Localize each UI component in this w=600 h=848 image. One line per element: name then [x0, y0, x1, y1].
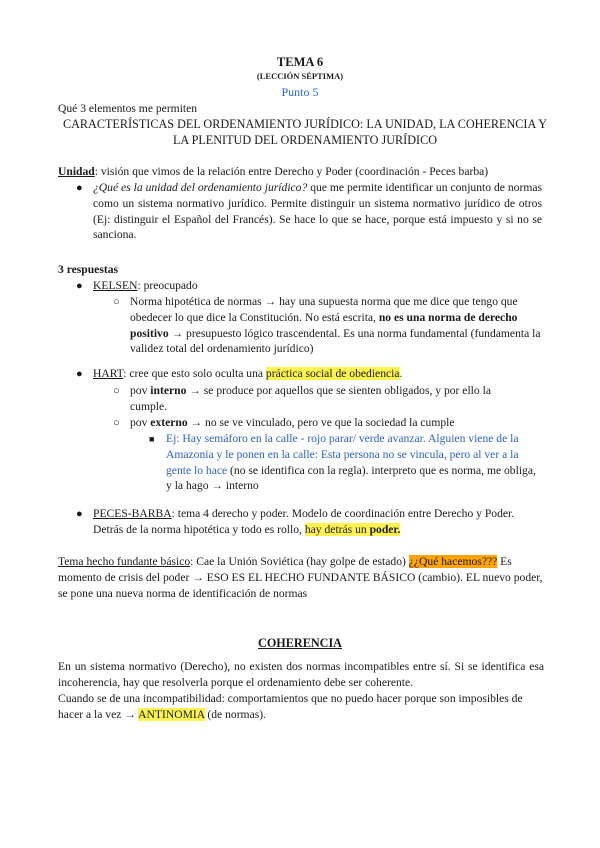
interno-text: → se produce por aquellos que se sienten obligados, y por ello la cumple. — [130, 384, 491, 413]
externo-text: → no se ve vinculado, pero ve que la sociedad la cumple — [187, 416, 455, 429]
example-blue-text: Hay semáforo en la calle - rojo parar/ verde avanzar. Alguien viene de la Amazonia y le ponen en la calle: Esta persona no se vincula, pero al ver a la gente lo hace — [166, 432, 519, 477]
hart-item — [93, 366, 553, 382]
hart-text: : cree que esto solo oculta una — [123, 367, 266, 380]
coherencia-heading: COHERENCIA — [258, 636, 342, 650]
hecho-label: Tema hecho fundante básico — [58, 555, 191, 568]
kelsen-item — [93, 278, 543, 294]
hart-highlight: práctica social de obediencia — [265, 367, 400, 380]
hart-externo — [130, 415, 550, 431]
hart-example — [166, 431, 544, 494]
unidad-paragraph — [58, 164, 558, 180]
unidad-question: ¿Qué es la unidad del ordenamiento jurídico? — [93, 181, 308, 194]
bullet-hollow-icon: ○ — [113, 385, 120, 397]
hart-interno — [130, 383, 520, 415]
kelsen-text: : preocupado — [137, 279, 198, 292]
hecho-text-1: : Cae la Unión Soviética (hay golpe de estado) — [190, 555, 409, 568]
hecho-text-2: Es momento de crisis del poder → ESO ES EL HECHO FUNDANTE BÁSICO (cambio). EL nuevo poder, se pone una nueva norma de identificación de normas — [58, 555, 543, 600]
kelsen-sub-bold: no es una norma de derecho positivo — [130, 310, 518, 340]
example-black-text: (no se identifica con la regla). interpreto que es norma, me obliga, y la hago → interno — [166, 463, 536, 493]
hecho-paragraph — [58, 554, 545, 601]
antinomia-highlight: ANTINOMIA — [138, 707, 205, 721]
bullet-square-icon: ■ — [149, 434, 155, 444]
bullet-hollow-icon: ○ — [113, 296, 120, 308]
bullet-hollow-icon: ○ — [113, 417, 120, 429]
bullet-filled-icon: ● — [76, 368, 83, 380]
hecho-highlight: ¿¿Qué hacemos??? — [408, 555, 498, 568]
characteristics-line-2: LA PLENITUD DEL ORDENAMIENTO JURÍDICO — [172, 133, 438, 147]
page-subtitle: (LECCIÓN SÉPTIMA) — [256, 71, 344, 81]
kelsen-subitem — [130, 294, 545, 357]
peces-name: PECES-BARBA — [93, 507, 172, 520]
peces-text: : tema 4 derecho y poder. Modelo de coordinación entre Derecho y Poder. Detrás de la norma hipotética y todo es rollo, — [93, 507, 515, 536]
punto-label: Punto 5 — [281, 85, 319, 99]
bullet-filled-icon: ● — [76, 508, 83, 520]
kelsen-name: KELSEN — [93, 279, 138, 292]
coherencia-para2-a: Cuando se de una incompatibilidad: comportamientos que no puedo hacer porque son imposibles de hacer a la vez → — [58, 692, 523, 721]
kelsen-sub-b: → presupuesto lógico trascendental. Es una norma fundamental (fundamenta la validez total del ordenamiento jurídico) — [130, 326, 541, 356]
hart-name: HART — [93, 367, 124, 380]
page-title: TEMA 6 — [276, 55, 324, 69]
unidad-bullet-text: que me permite identificar un conjunto de normas como un sistema normativo jurídico. Permite distinguir un sistema normativo jurídico de otros (Ej: distinguir el Español del Francés). Se hace lo que se hace, porque está impuesto y si no se sanciona. — [93, 181, 542, 242]
interno-pre: pov — [130, 384, 151, 397]
coherencia-paragraph-2 — [58, 691, 545, 723]
bullet-filled-icon: ● — [76, 182, 83, 194]
unidad-text: : visión que vimos de la relación entre Derecho y Poder (coordinación - Peces barba) — [94, 165, 489, 178]
peces-highlight-pre: hay detrás un — [304, 522, 370, 536]
unidad-bullet — [93, 180, 542, 243]
kelsen-sub-a: Norma hipotética de normas → hay una supuesta norma que me dice que tengo que obedecer lo que dice la Constitución. No está escrita, — [130, 295, 518, 324]
characteristics-line-1: CARACTERÍSTICAS DEL ORDENAMIENTO JURÍDICO: LA UNIDAD, LA COHERENCIA Y — [63, 117, 547, 131]
externo-pre: pov — [130, 416, 151, 429]
peces-highlight — [305, 523, 401, 536]
respuestas-heading: 3 respuestas — [58, 263, 119, 276]
unidad-label: Unidad — [58, 165, 95, 178]
intro-question: Qué 3 elementos me permiten — [58, 102, 198, 115]
hart-end: . — [399, 367, 403, 380]
externo-bold: externo — [150, 416, 188, 429]
example-label: Ej: — [166, 432, 180, 445]
bullet-filled-icon: ● — [76, 280, 83, 292]
coherencia-paragraph-1: En un sistema normativo (Derecho), no existen dos normas incompatibles entre sí. Si se identifica esa incoherencia, hay que resolverla porque el ordenamiento debe ser coherente. — [58, 660, 544, 689]
peces-highlight-bold: poder. — [369, 522, 401, 536]
peces-item — [93, 506, 543, 538]
coherencia-para2-b: (de normas). — [204, 707, 266, 721]
interno-bold: interno — [150, 384, 187, 397]
